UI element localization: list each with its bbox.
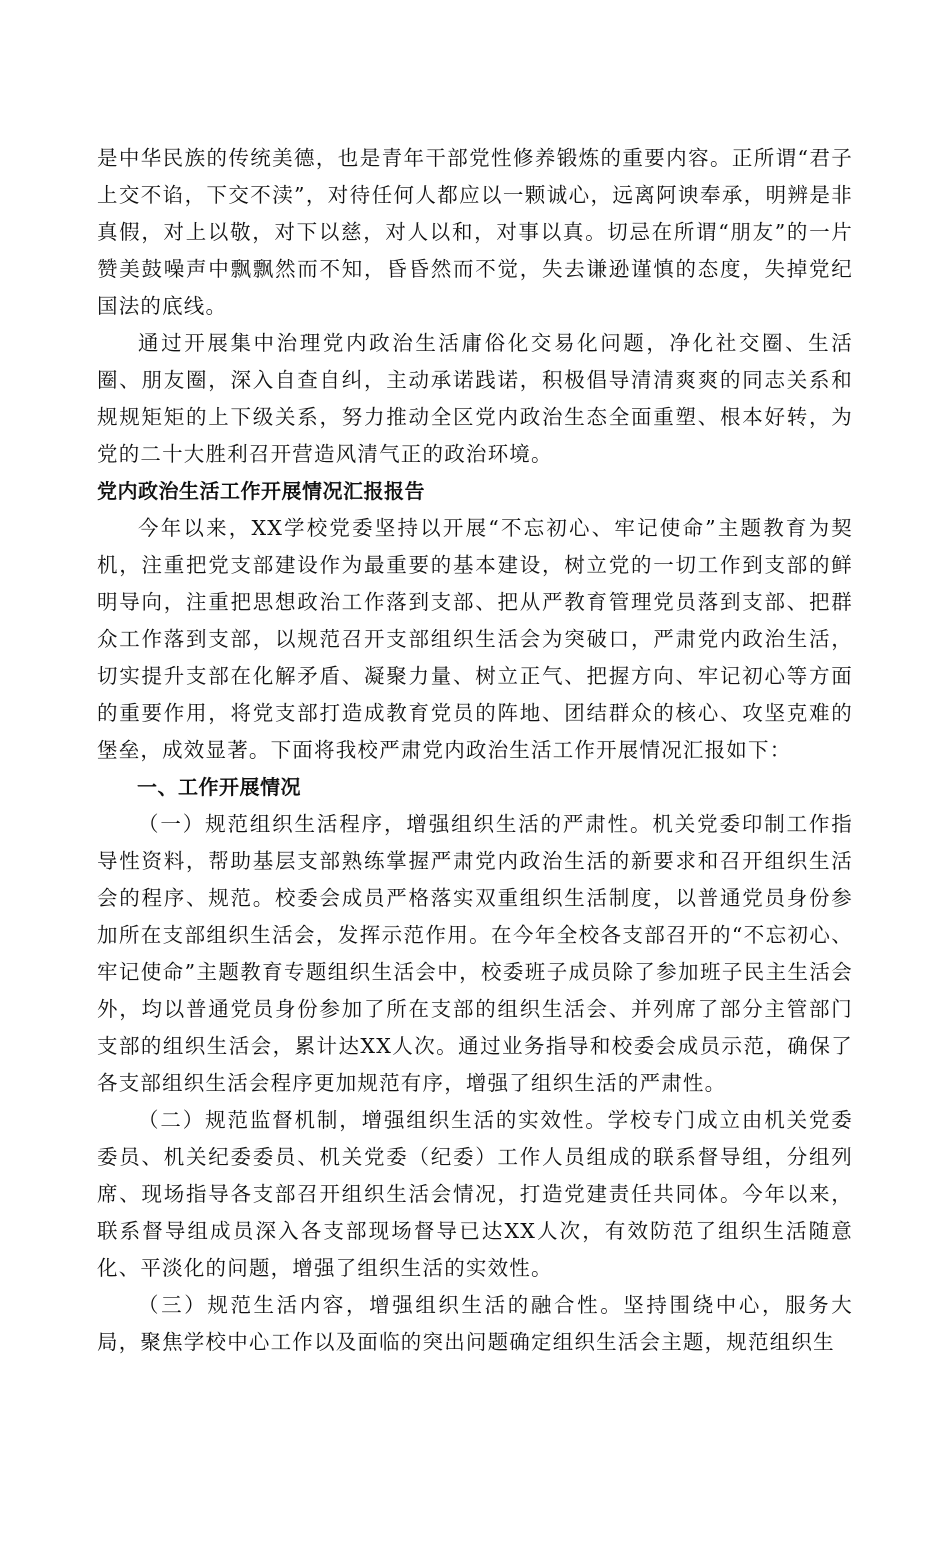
document-page — [97, 140, 853, 1361]
paragraph-2: 通过开展集中治理党内政治生活庸俗化交易化问题，净化社交圈、生活圈、朋友圈，深入自查自纠，主动承诺践诺，积极倡导清清爽爽的同志关系和规规矩矩的上下级关系，努力推动全区党内政治生态全面重塑、根本好转，为党的二十大胜利召开营造风清气正的政治环境。 — [97, 331, 853, 466]
paragraph-3: 今年以来，XX学校党委坚持以开展“不忘初心、牢记使命”主题教育为契机，注重把党支部建设作为最重要的基本建设，树立党的一切工作到支部的鲜明导向，注重把思想政治工作落到支部、把从严教育管理党员落到支部、把群众工作落到支部，以规范召开支部组织生活会为突破口，严肃党内政治生活，切实提升支部在化解矛盾、凝聚力量、树立正气、把握方向、牢记初心等方面的重要作用，将党支部打造成教育党员的阵地、团结群众的核心、攻坚克难的堡垒，成效显著。下面将我校严肃党内政治生活工作开展情况汇报如下： — [97, 516, 853, 762]
paragraph-1: 是中华民族的传统美德，也是青年干部党性修养锻炼的重要内容。正所谓“君子上交不谄，下交不渎”，对待任何人都应以一颗诚心，远离阿谀奉承，明辨是非真假，对上以敬，对下以慈，对人以和，对事以真。切忌在所谓“朋友”的一片赞美鼓噪声中飘飘然而不知，昏昏然而不觉，失去谦逊谨慎的态度，失掉党纪国法的底线。 — [97, 146, 853, 318]
section-heading-1: 一、工作开展情况 — [137, 775, 301, 799]
paragraph-5: （二）规范监督机制，增强组织生活的实效性。学校专门成立由机关党委委员、机关纪委委员、机关党委（纪委）工作人员组成的联系督导组，分组列席、现场指导各支部召开组织生活会情况，打造党建责任共同体。今年以来，联系督导组成员深入各支部现场督导已达XX人次，有效防范了组织生活随意化、平淡化的问题，增强了组织生活的实效性。 — [97, 1108, 853, 1280]
paragraph-4: （一）规范组织生活程序，增强组织生活的严肃性。机关党委印制工作指导性资料，帮助基层支部熟练掌握严肃党内政治生活的新要求和召开组织生活会的程序、规范。校委会成员严格落实双重组织生活制度，以普通党员身份参加所在支部组织生活会，发挥示范作用。在今年全校各支部召开的“不忘初心、牢记使命”主题教育专题组织生活会中，校委班子成员除了参加班子民主生活会外，均以普通党员身份参加了所在支部的组织生活会、并列席了部分主管部门支部的组织生活会，累计达XX人次。通过业务指导和校委会成员示范，确保了各支部组织生活会程序更加规范有序，增强了组织生活的严肃性。 — [97, 812, 853, 1095]
paragraph-6: （三）规范生活内容，增强组织生活的融合性。坚持围绕中心，服务大局，聚焦学校中心工作以及面临的突出问题确定组织生活会主题，规范组织生 — [97, 1293, 853, 1354]
report-title: 党内政治生活工作开展情况汇报报告 — [97, 479, 425, 503]
